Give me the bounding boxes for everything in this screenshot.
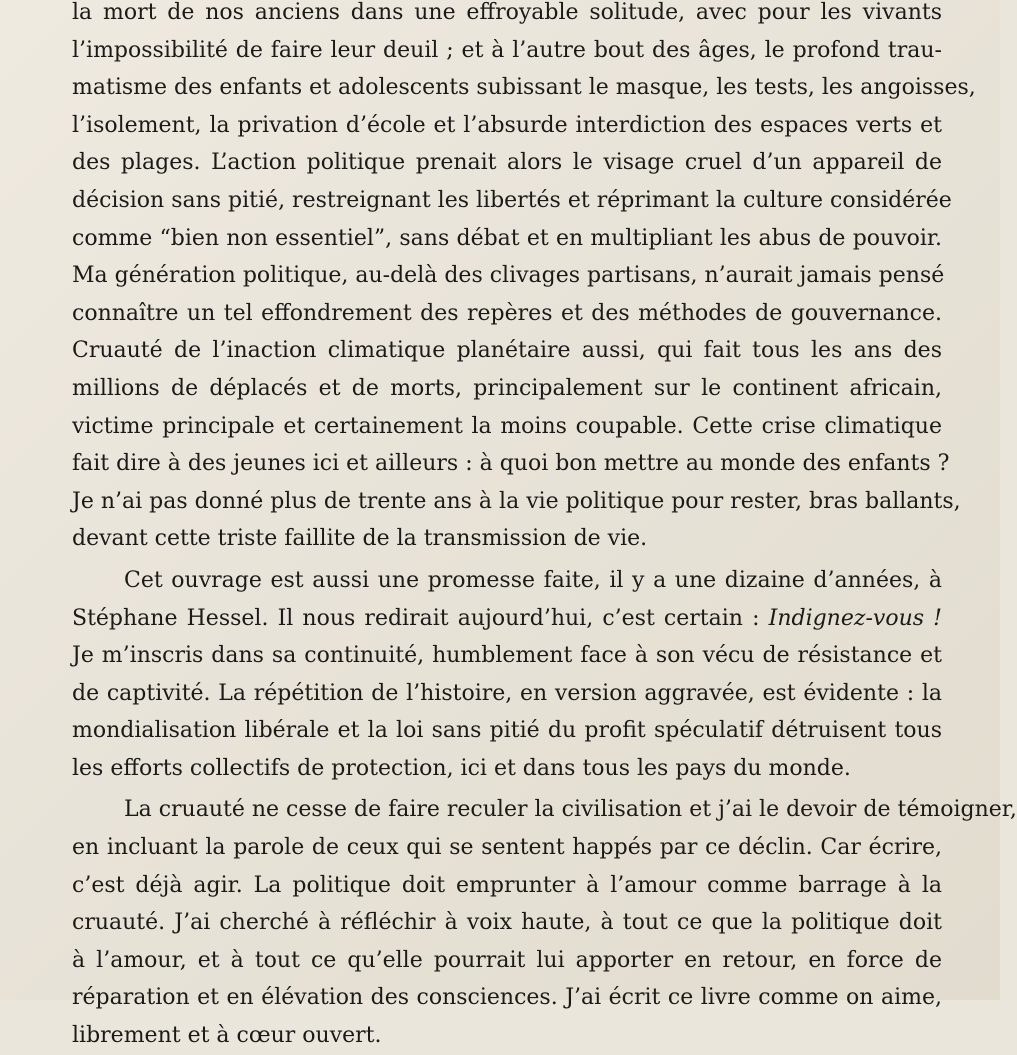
text-line: librement et à cœur ouvert. (72, 1023, 382, 1049)
paragraph-3 (72, 791, 1017, 1054)
text-line: c’est déjà agir. La politique doit emprunter à l’amour comme barrage à la (72, 872, 942, 898)
text-line: Je n’ai pas donné plus de trente ans à la vie politique pour rester, bras ballants, (72, 488, 961, 514)
text-line: cruauté. J’ai cherché à réfléchir à voix haute, à tout ce que la politique doit (72, 910, 942, 936)
text-line-with-emphasis (72, 600, 942, 638)
text-line: Cet ouvrage est aussi une promesse faite, il y a une dizaine d’années, à (124, 567, 942, 593)
text-line: des plages. L’action politique prenait alors le visage cruel d’un appareil de (72, 150, 942, 176)
body-text (72, 0, 1017, 1055)
text-line: comme “bien non essentiel”, sans débat et en multipliant les abus de pouvoir. (72, 225, 942, 251)
text-line: La cruauté ne cesse de faire reculer la civilisation et j’ai le devoir de témoigner, (124, 797, 1017, 823)
italic-title-emphasis: Indignez-vous ! (768, 605, 943, 631)
text-line: mondialisation libérale et la loi sans pitié du profit spéculatif détruisent tous (72, 718, 942, 744)
text-line: devant cette triste faillite de la transmission de vie. (72, 526, 648, 552)
text-line: en incluant la parole de ceux qui se sentent happés par ce déclin. Car écrire, (72, 835, 942, 861)
text-line: l’impossibilité de faire leur deuil ; et à l’autre bout des âges, le profond trau- (72, 37, 942, 63)
text-line-part: Stéphane Hessel. Il nous redirait aujourd’hui, c’est certain : (72, 605, 769, 631)
paragraph-2 (72, 562, 942, 788)
text-line: matisme des enfants et adolescents subissant le masque, les tests, les angoisses, (72, 75, 976, 101)
text-line: réparation et en élévation des consciences. J’ai écrit ce livre comme on aime, (72, 985, 942, 1011)
text-line: fait dire à des jeunes ici et ailleurs : à quoi bon mettre au monde des enfants ? (72, 451, 950, 477)
text-line: connaître un tel effondrement des repères et des méthodes de gouvernance. (72, 300, 942, 326)
text-line: décision sans pitié, restreignant les libertés et réprimant la culture considérée (72, 187, 952, 213)
text-line: l’isolement, la privation d’école et l’absurde interdiction des espaces verts et (72, 112, 942, 138)
paragraph-1 (72, 0, 976, 558)
text-line: la mort de nos anciens dans une effroyable solitude, avec pour les vivants (72, 0, 942, 25)
text-line: de captivité. La répétition de l’histoire, en version aggravée, est évidente : la (72, 680, 942, 706)
text-line: Cruauté de l’inaction climatique planétaire aussi, qui fait tous les ans des (72, 338, 942, 364)
text-line: les efforts collectifs de protection, ici et dans tous les pays du monde. (72, 755, 851, 781)
text-line: victime principale et certainement la moins coupable. Cette crise climatique (72, 413, 942, 439)
text-line: à l’amour, et à tout ce qu’elle pourrait lui apporter en retour, en force de (72, 947, 942, 973)
text-line: Ma génération politique, au-delà des clivages partisans, n’aurait jamais pensé (72, 263, 945, 289)
text-line: millions de déplacés et de morts, principalement sur le continent africain, (72, 375, 942, 401)
text-line: Je m’inscris dans sa continuité, humblement face à son vécu de résistance et (72, 643, 942, 669)
